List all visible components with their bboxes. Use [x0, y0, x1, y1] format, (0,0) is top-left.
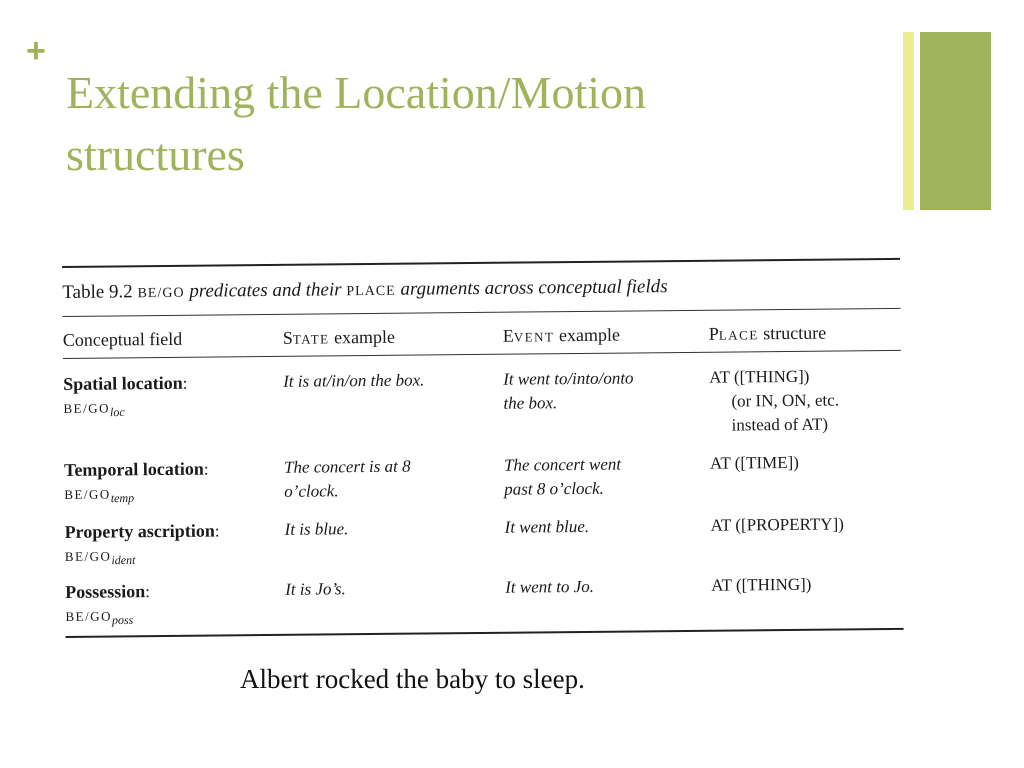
table-bottom-rule [66, 628, 904, 638]
header-state-example: STATE example [282, 326, 396, 348]
row-4-state: It is Jo’s. [285, 579, 346, 599]
table-caption [62, 276, 667, 304]
header-place-structure: PLACE structure [708, 322, 827, 344]
row-2-state: The concert is at 8 o’clock. [283, 456, 411, 501]
accent-bar-yellow [903, 32, 914, 210]
header-top-rule [63, 308, 901, 317]
header-conceptual-field: Conceptual field [62, 328, 183, 350]
title-line-1: Extending the Location/Motion [66, 67, 647, 118]
example-sentence: Albert rocked the baby to sleep. [240, 664, 585, 694]
row-1-state: It is at/in/on the box. [283, 370, 425, 391]
header-event-example: EVENT example [502, 324, 621, 346]
header-bottom-rule [63, 350, 901, 359]
caption-text-2: arguments across conceptual fields [400, 276, 668, 300]
caption-text-1: predicates and their [189, 279, 342, 302]
row-3-place: AT ([PROPERTY]) [710, 514, 844, 535]
caption-label: Table 9.2 [62, 281, 133, 303]
table-row: Possession: $BE/GO_{poss}$ [65, 581, 151, 628]
row-1-place: AT ([THING]) (or IN, ON, etc. instead of AT) [709, 366, 840, 435]
row-1-event: It went to/into/onto the box. [503, 368, 634, 413]
table-top-rule [62, 258, 900, 268]
caption-pred: BE/GO [137, 285, 185, 302]
table-row: Spatial location: $BE/GO_{loc}$ [63, 372, 188, 420]
slide-title [66, 62, 866, 186]
plus-bullet-icon: + [26, 32, 46, 70]
caption-place: PLACE [346, 283, 396, 300]
accent-bar-green [920, 32, 991, 210]
row-4-event: It went to Jo. [505, 576, 595, 597]
row-2-event: The concert went past 8 o’clock. [503, 454, 622, 499]
row-2-place: AT ([TIME]) [709, 452, 800, 473]
table-row: Temporal location: $BE/GO_{temp}$ [63, 458, 209, 506]
row-3-state: It is blue. [284, 519, 349, 539]
row-3-event: It went blue. [504, 516, 590, 537]
title-line-2: structures [66, 129, 245, 180]
row-4-place: AT ([THING]) [711, 574, 812, 595]
table-row: Property ascription: $BE/GO_{ident}$ [64, 520, 220, 568]
scanned-table [58, 250, 904, 650]
